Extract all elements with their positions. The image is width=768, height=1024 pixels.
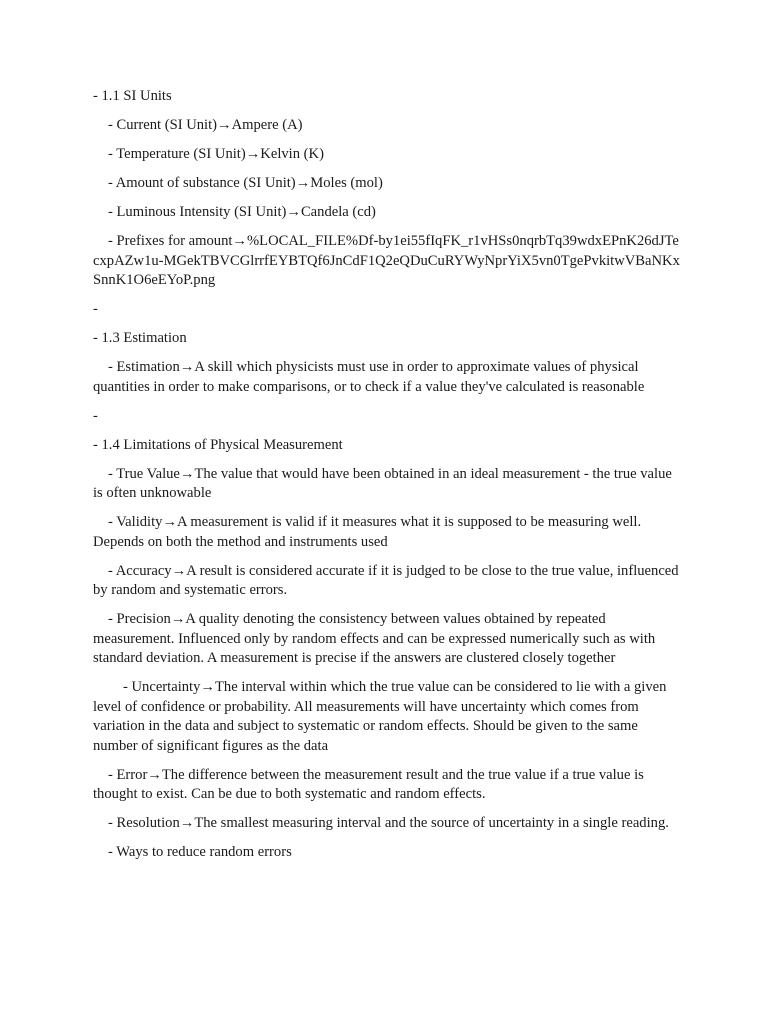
empty-bullet: - — [93, 301, 98, 317]
list-item-estimation: - Estimation→A skill which physicists must use in order to approximate values of physical quantities in order to make comparisons, or to check if a value they've calculated is reasonable — [93, 359, 645, 395]
list-item-resolution: - Resolution→The smallest measuring interval and the source of uncertainty in a single reading. — [108, 815, 669, 831]
section-heading-estimation: - 1.3 Estimation — [93, 330, 187, 346]
list-item-reduce-random-errors: - Ways to reduce random errors — [108, 844, 292, 860]
list-item-true-value: - True Value→The value that would have been obtained in an ideal measurement - the true value is often unknowable — [93, 465, 676, 501]
list-item-accuracy: - Accuracy→A result is considered accurate if it is judged to be close to the true value, influenced by random and systematic errors. — [93, 562, 683, 598]
list-item-error: - Error→The difference between the measurement result and the true value if a true value is thought to exist. Can be due to both systematic and random effects. — [93, 766, 648, 802]
document-page — [93, 87, 683, 872]
list-item-temperature: - Temperature (SI Unit)→Kelvin (K) — [108, 146, 324, 162]
list-item-prefixes: - Prefixes for amount→%LOCAL_FILE%Df-by1ei55fIqFK_r1vHSs0nqrbTq39wdxEPnK26dJTecxpAZw1u-MGekTBVCGlrrfEYBTQf6JnCdF1Q2eQDuCuRYWyNprYiX5vn0TgePvkitwVBaNKxSnnK1O6eEYoP.png — [93, 233, 680, 288]
list-item-precision: - Precision→A quality denoting the consistency between values obtained by repeated measurement. Influenced only by random effects and can be expressed numerically such as with standard deviation. A measurement is precise if the answers are clustered closely together — [93, 611, 659, 666]
empty-bullet: - — [93, 407, 98, 424]
list-item-current: - Current (SI Unit)→Ampere (A) — [108, 117, 303, 133]
list-item-amount-of-substance: - Amount of substance (SI Unit)→Moles (mol) — [108, 175, 383, 191]
list-item-validity: - Validity→A measurement is valid if it measures what it is supposed to be measuring well. Depends on both the method and instruments used — [93, 514, 645, 550]
section-heading-si-units: - 1.1 SI Units — [93, 88, 172, 104]
list-item-uncertainty: - Uncertainty→The interval within which the true value can be considered to lie with a given level of confidence or probability. All measurements will have uncertainty which comes from variation in the data and subject to systematic or random effects. Should be given to the same number of significant figures as the data — [93, 679, 671, 754]
list-item-luminous-intensity: - Luminous Intensity (SI Unit)→Candela (cd) — [108, 204, 376, 220]
section-heading-limitations: - 1.4 Limitations of Physical Measurement — [93, 436, 343, 453]
